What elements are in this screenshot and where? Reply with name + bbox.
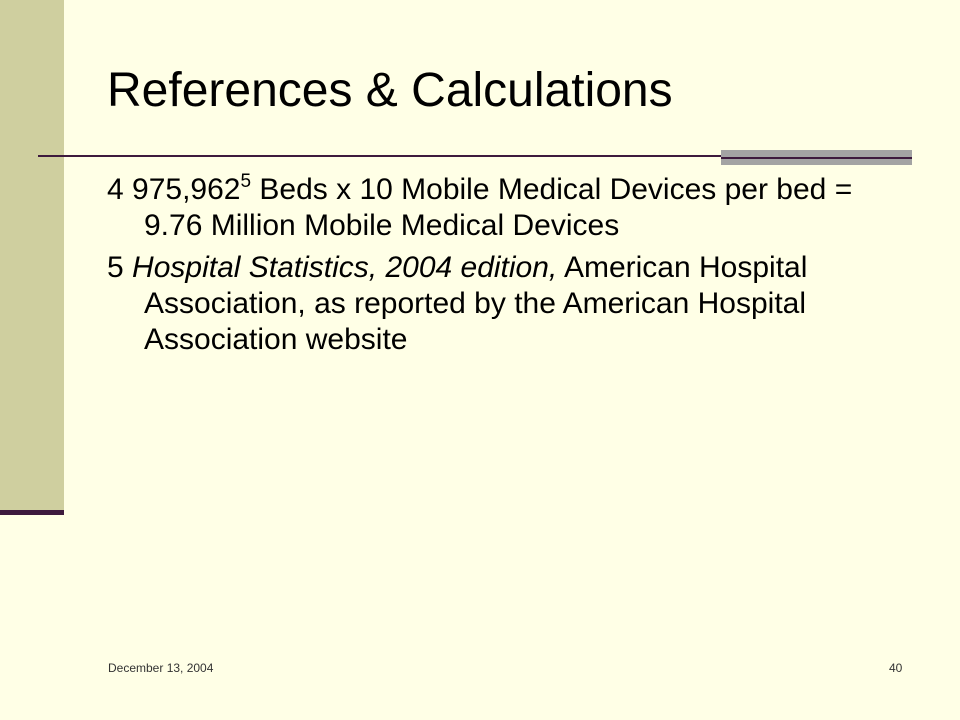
reference-paragraph xyxy=(107,250,907,358)
reference-source: Hospital Statistics, 2004 edition, xyxy=(132,251,558,284)
slide-body xyxy=(107,172,907,364)
sidebar-bar xyxy=(0,0,64,512)
footer-page-number: 40 xyxy=(889,661,903,675)
slide-title: References & Calculations xyxy=(107,64,673,117)
sidebar-underline xyxy=(0,510,64,515)
calc-beds: 975,962 xyxy=(132,173,241,206)
calc-number: 4 xyxy=(107,173,124,206)
title-rule-accent-line xyxy=(721,157,912,159)
calc-reference-superscript: 5 xyxy=(240,171,252,192)
calc-text: Beds x 10 Mobile Medical Devices per bed = 9.76 Million Mobile Medical Devices xyxy=(144,173,853,242)
footer-date: December 13, 2004 xyxy=(108,661,214,675)
calculation-paragraph xyxy=(107,172,907,244)
reference-number: 5 xyxy=(107,251,124,284)
reference-text: American Hospital Association, as reported by the American Hospital Association website xyxy=(144,251,808,356)
